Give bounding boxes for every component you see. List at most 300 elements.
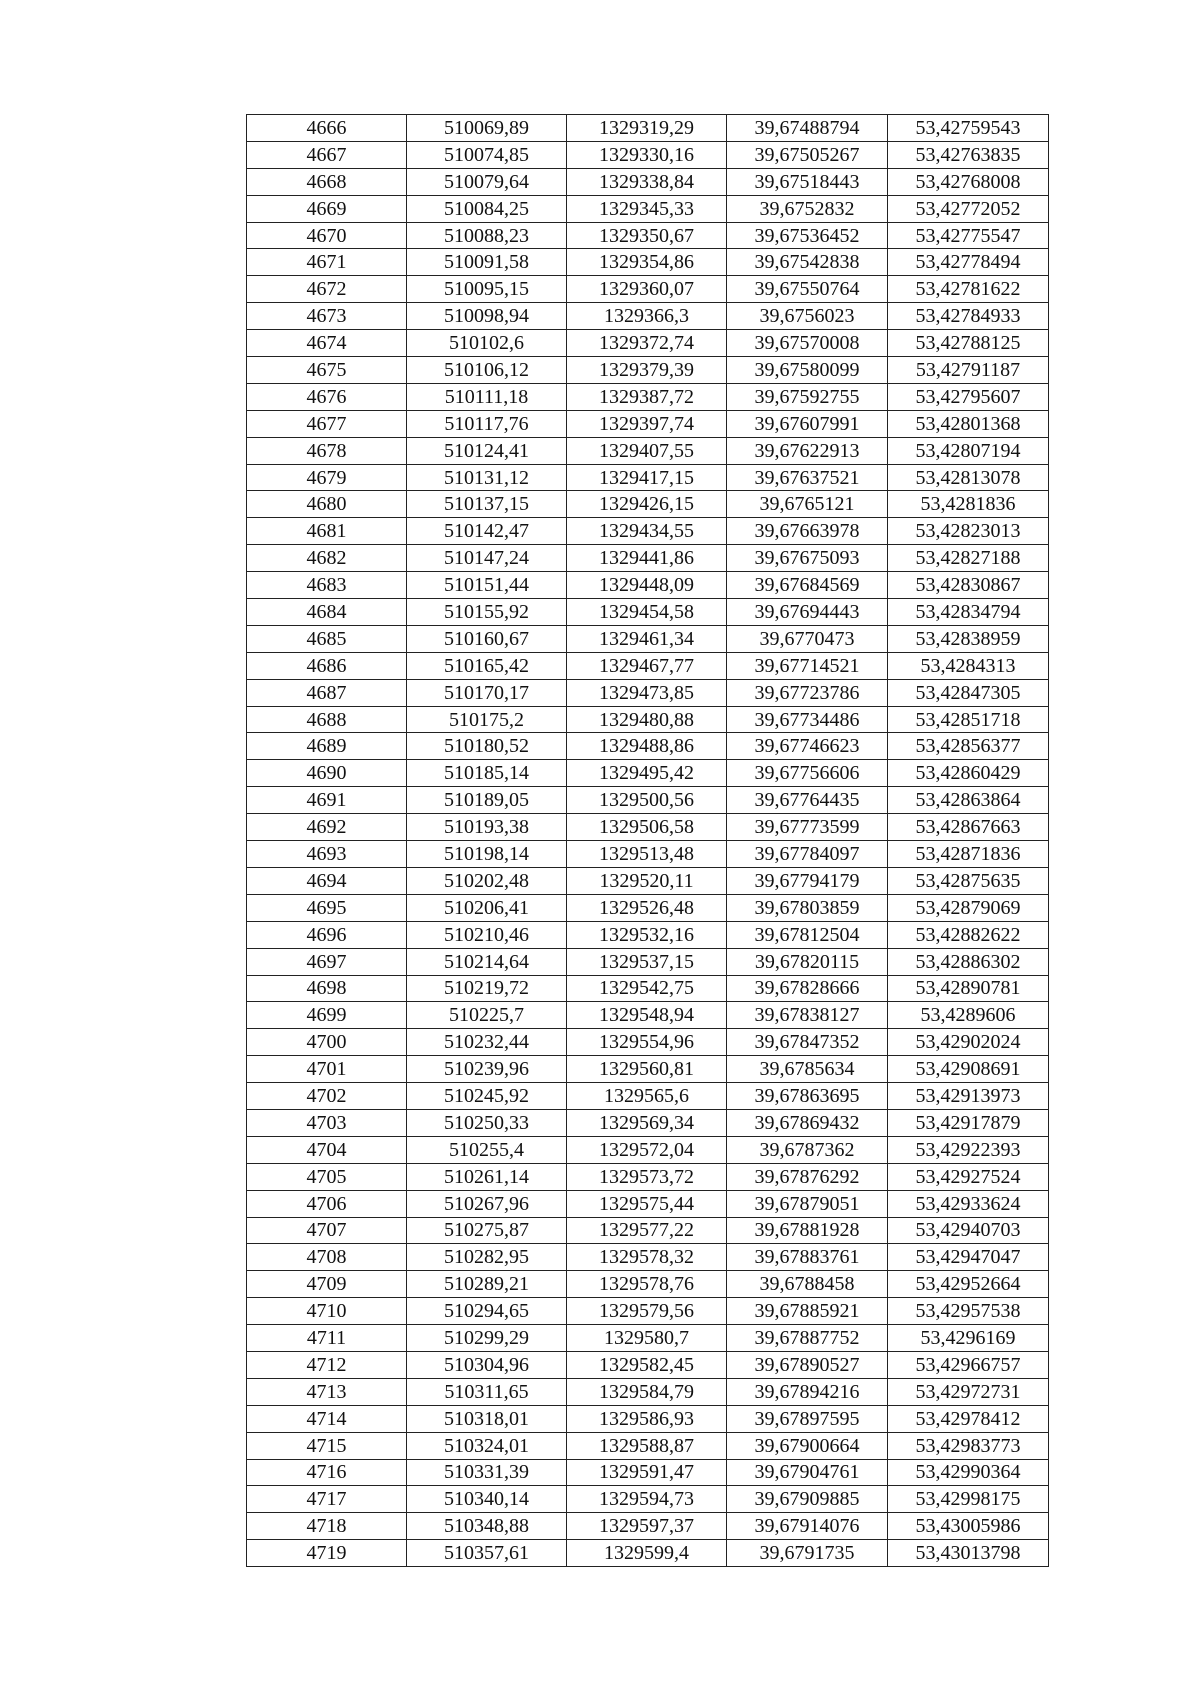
latitude-cell: 53,42940703 (888, 1217, 1049, 1244)
table-row (247, 921, 1049, 948)
longitude-cell: 39,67773599 (727, 814, 888, 841)
table-row (247, 894, 1049, 921)
y-coordinate-cell: 1329580,7 (567, 1325, 727, 1352)
latitude-cell: 53,42871836 (888, 841, 1049, 868)
point-number-cell: 4682 (247, 545, 407, 572)
y-coordinate-cell: 1329586,93 (567, 1405, 727, 1432)
table-row (247, 518, 1049, 545)
coordinates-table (246, 114, 1049, 1567)
x-coordinate-cell: 510124,41 (407, 437, 567, 464)
longitude-cell: 39,67879051 (727, 1190, 888, 1217)
latitude-cell: 53,42759543 (888, 115, 1049, 142)
y-coordinate-cell: 1329360,07 (567, 276, 727, 303)
point-number-cell: 4667 (247, 141, 407, 168)
table-row (247, 975, 1049, 1002)
x-coordinate-cell: 510198,14 (407, 841, 567, 868)
point-number-cell: 4692 (247, 814, 407, 841)
x-coordinate-cell: 510160,67 (407, 625, 567, 652)
point-number-cell: 4673 (247, 303, 407, 330)
point-number-cell: 4705 (247, 1163, 407, 1190)
latitude-cell: 53,42890781 (888, 975, 1049, 1002)
y-coordinate-cell: 1329441,86 (567, 545, 727, 572)
x-coordinate-cell: 510324,01 (407, 1432, 567, 1459)
point-number-cell: 4697 (247, 948, 407, 975)
x-coordinate-cell: 510170,17 (407, 679, 567, 706)
x-coordinate-cell: 510348,88 (407, 1513, 567, 1540)
longitude-cell: 39,67909885 (727, 1486, 888, 1513)
longitude-cell: 39,67883761 (727, 1244, 888, 1271)
longitude-cell: 39,67637521 (727, 464, 888, 491)
table-row (247, 1190, 1049, 1217)
longitude-cell: 39,67897595 (727, 1405, 888, 1432)
table-row (247, 115, 1049, 142)
point-number-cell: 4690 (247, 760, 407, 787)
table-row (247, 1083, 1049, 1110)
table-row (247, 1486, 1049, 1513)
table-row (247, 1325, 1049, 1352)
x-coordinate-cell: 510175,2 (407, 706, 567, 733)
table-row (247, 867, 1049, 894)
point-number-cell: 4702 (247, 1083, 407, 1110)
table-row (247, 1136, 1049, 1163)
point-number-cell: 4701 (247, 1056, 407, 1083)
table-row (247, 1056, 1049, 1083)
longitude-cell: 39,67869432 (727, 1109, 888, 1136)
x-coordinate-cell: 510151,44 (407, 572, 567, 599)
point-number-cell: 4698 (247, 975, 407, 1002)
point-number-cell: 4719 (247, 1540, 407, 1567)
latitude-cell: 53,4281836 (888, 491, 1049, 518)
latitude-cell: 53,42927524 (888, 1163, 1049, 1190)
longitude-cell: 39,67592755 (727, 383, 888, 410)
y-coordinate-cell: 1329379,39 (567, 357, 727, 384)
x-coordinate-cell: 510275,87 (407, 1217, 567, 1244)
point-number-cell: 4670 (247, 222, 407, 249)
latitude-cell: 53,42983773 (888, 1432, 1049, 1459)
latitude-cell: 53,42847305 (888, 679, 1049, 706)
y-coordinate-cell: 1329434,55 (567, 518, 727, 545)
latitude-cell: 53,42775547 (888, 222, 1049, 249)
table-row (247, 437, 1049, 464)
longitude-cell: 39,67764435 (727, 787, 888, 814)
longitude-cell: 39,67794179 (727, 867, 888, 894)
x-coordinate-cell: 510185,14 (407, 760, 567, 787)
point-number-cell: 4680 (247, 491, 407, 518)
x-coordinate-cell: 510318,01 (407, 1405, 567, 1432)
y-coordinate-cell: 1329582,45 (567, 1351, 727, 1378)
point-number-cell: 4703 (247, 1109, 407, 1136)
y-coordinate-cell: 1329513,48 (567, 841, 727, 868)
y-coordinate-cell: 1329575,44 (567, 1190, 727, 1217)
latitude-cell: 53,42998175 (888, 1486, 1049, 1513)
latitude-cell: 53,42784933 (888, 303, 1049, 330)
x-coordinate-cell: 510155,92 (407, 599, 567, 626)
longitude-cell: 39,67847352 (727, 1029, 888, 1056)
x-coordinate-cell: 510219,72 (407, 975, 567, 1002)
x-coordinate-cell: 510193,38 (407, 814, 567, 841)
y-coordinate-cell: 1329480,88 (567, 706, 727, 733)
x-coordinate-cell: 510250,33 (407, 1109, 567, 1136)
latitude-cell: 53,42768008 (888, 168, 1049, 195)
y-coordinate-cell: 1329488,86 (567, 733, 727, 760)
x-coordinate-cell: 510282,95 (407, 1244, 567, 1271)
latitude-cell: 53,42772052 (888, 195, 1049, 222)
latitude-cell: 53,42791187 (888, 357, 1049, 384)
latitude-cell: 53,42851718 (888, 706, 1049, 733)
table-row (247, 1244, 1049, 1271)
table-row (247, 491, 1049, 518)
point-number-cell: 4681 (247, 518, 407, 545)
longitude-cell: 39,67756606 (727, 760, 888, 787)
longitude-cell: 39,67746623 (727, 733, 888, 760)
point-number-cell: 4683 (247, 572, 407, 599)
y-coordinate-cell: 1329461,34 (567, 625, 727, 652)
x-coordinate-cell: 510189,05 (407, 787, 567, 814)
longitude-cell: 39,67542838 (727, 249, 888, 276)
y-coordinate-cell: 1329572,04 (567, 1136, 727, 1163)
latitude-cell: 53,43005986 (888, 1513, 1049, 1540)
x-coordinate-cell: 510267,96 (407, 1190, 567, 1217)
latitude-cell: 53,4296169 (888, 1325, 1049, 1352)
y-coordinate-cell: 1329599,4 (567, 1540, 727, 1567)
point-number-cell: 4695 (247, 894, 407, 921)
table-row (247, 249, 1049, 276)
point-number-cell: 4686 (247, 652, 407, 679)
y-coordinate-cell: 1329584,79 (567, 1378, 727, 1405)
longitude-cell: 39,67714521 (727, 652, 888, 679)
table-row (247, 1540, 1049, 1567)
y-coordinate-cell: 1329537,15 (567, 948, 727, 975)
y-coordinate-cell: 1329554,96 (567, 1029, 727, 1056)
y-coordinate-cell: 1329542,75 (567, 975, 727, 1002)
y-coordinate-cell: 1329330,16 (567, 141, 727, 168)
y-coordinate-cell: 1329473,85 (567, 679, 727, 706)
x-coordinate-cell: 510357,61 (407, 1540, 567, 1567)
latitude-cell: 53,42795607 (888, 383, 1049, 410)
point-number-cell: 4684 (247, 599, 407, 626)
point-number-cell: 4668 (247, 168, 407, 195)
point-number-cell: 4677 (247, 410, 407, 437)
x-coordinate-cell: 510202,48 (407, 867, 567, 894)
longitude-cell: 39,67887752 (727, 1325, 888, 1352)
longitude-cell: 39,67684569 (727, 572, 888, 599)
x-coordinate-cell: 510210,46 (407, 921, 567, 948)
y-coordinate-cell: 1329560,81 (567, 1056, 727, 1083)
table-row (247, 1163, 1049, 1190)
point-number-cell: 4706 (247, 1190, 407, 1217)
point-number-cell: 4713 (247, 1378, 407, 1405)
x-coordinate-cell: 510340,14 (407, 1486, 567, 1513)
point-number-cell: 4717 (247, 1486, 407, 1513)
longitude-cell: 39,67536452 (727, 222, 888, 249)
table-row (247, 141, 1049, 168)
longitude-cell: 39,67723786 (727, 679, 888, 706)
latitude-cell: 53,42966757 (888, 1351, 1049, 1378)
table-row (247, 1351, 1049, 1378)
latitude-cell: 53,42778494 (888, 249, 1049, 276)
latitude-cell: 53,42801368 (888, 410, 1049, 437)
latitude-cell: 53,42913973 (888, 1083, 1049, 1110)
y-coordinate-cell: 1329578,32 (567, 1244, 727, 1271)
y-coordinate-cell: 1329417,15 (567, 464, 727, 491)
point-number-cell: 4704 (247, 1136, 407, 1163)
x-coordinate-cell: 510069,89 (407, 115, 567, 142)
y-coordinate-cell: 1329506,58 (567, 814, 727, 841)
table-row (247, 383, 1049, 410)
longitude-cell: 39,6756023 (727, 303, 888, 330)
table-row (247, 760, 1049, 787)
x-coordinate-cell: 510117,76 (407, 410, 567, 437)
point-number-cell: 4707 (247, 1217, 407, 1244)
latitude-cell: 53,42947047 (888, 1244, 1049, 1271)
y-coordinate-cell: 1329350,67 (567, 222, 727, 249)
table-row (247, 1298, 1049, 1325)
longitude-cell: 39,67694443 (727, 599, 888, 626)
longitude-cell: 39,67904761 (727, 1459, 888, 1486)
point-number-cell: 4671 (247, 249, 407, 276)
point-number-cell: 4691 (247, 787, 407, 814)
point-number-cell: 4694 (247, 867, 407, 894)
point-number-cell: 4676 (247, 383, 407, 410)
x-coordinate-cell: 510304,96 (407, 1351, 567, 1378)
longitude-cell: 39,67820115 (727, 948, 888, 975)
latitude-cell: 53,42879069 (888, 894, 1049, 921)
point-number-cell: 4696 (247, 921, 407, 948)
table-row (247, 733, 1049, 760)
point-number-cell: 4718 (247, 1513, 407, 1540)
latitude-cell: 53,43013798 (888, 1540, 1049, 1567)
point-number-cell: 4712 (247, 1351, 407, 1378)
x-coordinate-cell: 510111,18 (407, 383, 567, 410)
longitude-cell: 39,67622913 (727, 437, 888, 464)
table-row (247, 1109, 1049, 1136)
x-coordinate-cell: 510255,4 (407, 1136, 567, 1163)
longitude-cell: 39,67828666 (727, 975, 888, 1002)
longitude-cell: 39,67570008 (727, 330, 888, 357)
y-coordinate-cell: 1329366,3 (567, 303, 727, 330)
x-coordinate-cell: 510091,58 (407, 249, 567, 276)
y-coordinate-cell: 1329397,74 (567, 410, 727, 437)
latitude-cell: 53,42952664 (888, 1271, 1049, 1298)
y-coordinate-cell: 1329591,47 (567, 1459, 727, 1486)
y-coordinate-cell: 1329569,34 (567, 1109, 727, 1136)
longitude-cell: 39,67663978 (727, 518, 888, 545)
table-row (247, 841, 1049, 868)
longitude-cell: 39,67607991 (727, 410, 888, 437)
y-coordinate-cell: 1329387,72 (567, 383, 727, 410)
table-row (247, 1378, 1049, 1405)
latitude-cell: 53,42886302 (888, 948, 1049, 975)
longitude-cell: 39,67881928 (727, 1217, 888, 1244)
point-number-cell: 4689 (247, 733, 407, 760)
latitude-cell: 53,4284313 (888, 652, 1049, 679)
y-coordinate-cell: 1329520,11 (567, 867, 727, 894)
table-row (247, 222, 1049, 249)
latitude-cell: 53,42860429 (888, 760, 1049, 787)
table-row (247, 276, 1049, 303)
longitude-cell: 39,67838127 (727, 1002, 888, 1029)
point-number-cell: 4666 (247, 115, 407, 142)
latitude-cell: 53,42902024 (888, 1029, 1049, 1056)
longitude-cell: 39,6752832 (727, 195, 888, 222)
table-row (247, 814, 1049, 841)
point-number-cell: 4711 (247, 1325, 407, 1352)
y-coordinate-cell: 1329354,86 (567, 249, 727, 276)
y-coordinate-cell: 1329548,94 (567, 1002, 727, 1029)
point-number-cell: 4688 (247, 706, 407, 733)
table-row (247, 1029, 1049, 1056)
x-coordinate-cell: 510261,14 (407, 1163, 567, 1190)
point-number-cell: 4672 (247, 276, 407, 303)
point-number-cell: 4678 (247, 437, 407, 464)
table-row (247, 679, 1049, 706)
x-coordinate-cell: 510095,15 (407, 276, 567, 303)
x-coordinate-cell: 510239,96 (407, 1056, 567, 1083)
point-number-cell: 4679 (247, 464, 407, 491)
latitude-cell: 53,42867663 (888, 814, 1049, 841)
longitude-cell: 39,67812504 (727, 921, 888, 948)
table-row (247, 652, 1049, 679)
y-coordinate-cell: 1329573,72 (567, 1163, 727, 1190)
y-coordinate-cell: 1329532,16 (567, 921, 727, 948)
latitude-cell: 53,42838959 (888, 625, 1049, 652)
table-row (247, 545, 1049, 572)
x-coordinate-cell: 510147,24 (407, 545, 567, 572)
latitude-cell: 53,42834794 (888, 599, 1049, 626)
x-coordinate-cell: 510106,12 (407, 357, 567, 384)
latitude-cell: 53,42830867 (888, 572, 1049, 599)
x-coordinate-cell: 510165,42 (407, 652, 567, 679)
point-number-cell: 4714 (247, 1405, 407, 1432)
latitude-cell: 53,42875635 (888, 867, 1049, 894)
point-number-cell: 4675 (247, 357, 407, 384)
latitude-cell: 53,42917879 (888, 1109, 1049, 1136)
x-coordinate-cell: 510294,65 (407, 1298, 567, 1325)
table-row (247, 787, 1049, 814)
point-number-cell: 4669 (247, 195, 407, 222)
x-coordinate-cell: 510232,44 (407, 1029, 567, 1056)
longitude-cell: 39,6787362 (727, 1136, 888, 1163)
table-row (247, 1459, 1049, 1486)
y-coordinate-cell: 1329588,87 (567, 1432, 727, 1459)
longitude-cell: 39,6791735 (727, 1540, 888, 1567)
x-coordinate-cell: 510245,92 (407, 1083, 567, 1110)
point-number-cell: 4685 (247, 625, 407, 652)
table-row (247, 1432, 1049, 1459)
latitude-cell: 53,42763835 (888, 141, 1049, 168)
y-coordinate-cell: 1329526,48 (567, 894, 727, 921)
longitude-cell: 39,67580099 (727, 357, 888, 384)
point-number-cell: 4687 (247, 679, 407, 706)
latitude-cell: 53,4289606 (888, 1002, 1049, 1029)
point-number-cell: 4715 (247, 1432, 407, 1459)
latitude-cell: 53,42807194 (888, 437, 1049, 464)
y-coordinate-cell: 1329345,33 (567, 195, 727, 222)
longitude-cell: 39,67900664 (727, 1432, 888, 1459)
latitude-cell: 53,42882622 (888, 921, 1049, 948)
longitude-cell: 39,6770473 (727, 625, 888, 652)
point-number-cell: 4716 (247, 1459, 407, 1486)
y-coordinate-cell: 1329372,74 (567, 330, 727, 357)
x-coordinate-cell: 510299,29 (407, 1325, 567, 1352)
table-row (247, 464, 1049, 491)
latitude-cell: 53,42972731 (888, 1378, 1049, 1405)
longitude-cell: 39,67803859 (727, 894, 888, 921)
latitude-cell: 53,42788125 (888, 330, 1049, 357)
latitude-cell: 53,42978412 (888, 1405, 1049, 1432)
y-coordinate-cell: 1329495,42 (567, 760, 727, 787)
longitude-cell: 39,6765121 (727, 491, 888, 518)
point-number-cell: 4693 (247, 841, 407, 868)
x-coordinate-cell: 510225,7 (407, 1002, 567, 1029)
x-coordinate-cell: 510180,52 (407, 733, 567, 760)
y-coordinate-cell: 1329407,55 (567, 437, 727, 464)
x-coordinate-cell: 510137,15 (407, 491, 567, 518)
y-coordinate-cell: 1329565,6 (567, 1083, 727, 1110)
longitude-cell: 39,6785634 (727, 1056, 888, 1083)
longitude-cell: 39,67876292 (727, 1163, 888, 1190)
x-coordinate-cell: 510214,64 (407, 948, 567, 975)
latitude-cell: 53,42863864 (888, 787, 1049, 814)
longitude-cell: 39,67488794 (727, 115, 888, 142)
latitude-cell: 53,42781622 (888, 276, 1049, 303)
longitude-cell: 39,67550764 (727, 276, 888, 303)
x-coordinate-cell: 510131,12 (407, 464, 567, 491)
longitude-cell: 39,67734486 (727, 706, 888, 733)
table-row (247, 1513, 1049, 1540)
latitude-cell: 53,42922393 (888, 1136, 1049, 1163)
longitude-cell: 39,67675093 (727, 545, 888, 572)
table-row (247, 410, 1049, 437)
table-row (247, 948, 1049, 975)
table-row (247, 706, 1049, 733)
x-coordinate-cell: 510102,6 (407, 330, 567, 357)
x-coordinate-cell: 510079,64 (407, 168, 567, 195)
latitude-cell: 53,42957538 (888, 1298, 1049, 1325)
y-coordinate-cell: 1329338,84 (567, 168, 727, 195)
x-coordinate-cell: 510088,23 (407, 222, 567, 249)
point-number-cell: 4710 (247, 1298, 407, 1325)
y-coordinate-cell: 1329500,56 (567, 787, 727, 814)
longitude-cell: 39,67885921 (727, 1298, 888, 1325)
latitude-cell: 53,42908691 (888, 1056, 1049, 1083)
longitude-cell: 39,67890527 (727, 1351, 888, 1378)
x-coordinate-cell: 510074,85 (407, 141, 567, 168)
y-coordinate-cell: 1329319,29 (567, 115, 727, 142)
y-coordinate-cell: 1329448,09 (567, 572, 727, 599)
coordinates-table-body (247, 115, 1049, 1567)
longitude-cell: 39,6788458 (727, 1271, 888, 1298)
latitude-cell: 53,42990364 (888, 1459, 1049, 1486)
y-coordinate-cell: 1329578,76 (567, 1271, 727, 1298)
table-row (247, 599, 1049, 626)
latitude-cell: 53,42813078 (888, 464, 1049, 491)
x-coordinate-cell: 510098,94 (407, 303, 567, 330)
longitude-cell: 39,67894216 (727, 1378, 888, 1405)
y-coordinate-cell: 1329597,37 (567, 1513, 727, 1540)
point-number-cell: 4699 (247, 1002, 407, 1029)
table-row (247, 168, 1049, 195)
table-row (247, 1271, 1049, 1298)
x-coordinate-cell: 510331,39 (407, 1459, 567, 1486)
table-row (247, 1217, 1049, 1244)
x-coordinate-cell: 510142,47 (407, 518, 567, 545)
point-number-cell: 4709 (247, 1271, 407, 1298)
latitude-cell: 53,42823013 (888, 518, 1049, 545)
y-coordinate-cell: 1329579,56 (567, 1298, 727, 1325)
longitude-cell: 39,67784097 (727, 841, 888, 868)
table-row (247, 572, 1049, 599)
